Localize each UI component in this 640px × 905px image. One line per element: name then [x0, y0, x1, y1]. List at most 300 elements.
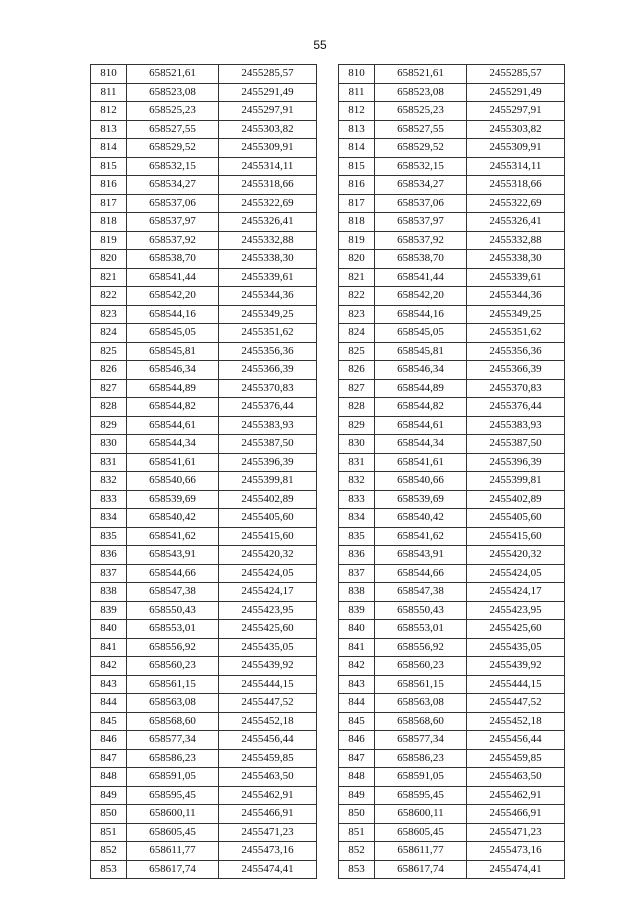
x-coordinate-cell: 658537,06: [375, 194, 467, 213]
x-coordinate-cell: 658586,23: [375, 749, 467, 768]
y-coordinate-cell: 2455309,91: [219, 139, 317, 158]
point-number-cell: 830: [339, 435, 375, 454]
y-coordinate-cell: 2455376,44: [467, 398, 565, 417]
x-coordinate-cell: 658539,69: [127, 490, 219, 509]
y-coordinate-cell: 2455473,16: [219, 842, 317, 861]
y-coordinate-cell: 2455344,36: [467, 287, 565, 306]
y-coordinate-cell: 2455356,36: [467, 342, 565, 361]
table-row: [339, 435, 565, 454]
x-coordinate-cell: 658523,08: [127, 83, 219, 102]
point-number-cell: 834: [339, 509, 375, 528]
x-coordinate-cell: 658544,89: [127, 379, 219, 398]
point-number-cell: 819: [339, 231, 375, 250]
table-row: [339, 546, 565, 565]
x-coordinate-cell: 658586,23: [127, 749, 219, 768]
table-row: [91, 287, 317, 306]
point-number-cell: 823: [91, 305, 127, 324]
x-coordinate-cell: 658537,92: [127, 231, 219, 250]
table-row: [339, 250, 565, 269]
table-row: [91, 657, 317, 676]
table-row: [91, 546, 317, 565]
table-row: [339, 305, 565, 324]
point-number-cell: 833: [339, 490, 375, 509]
point-number-cell: 820: [339, 250, 375, 269]
y-coordinate-cell: 2455338,30: [219, 250, 317, 269]
point-number-cell: 847: [339, 749, 375, 768]
y-coordinate-cell: 2455456,44: [219, 731, 317, 750]
point-number-cell: 824: [91, 324, 127, 343]
table-row: [91, 342, 317, 361]
table-row: [91, 805, 317, 824]
table-row: [339, 527, 565, 546]
point-number-cell: 830: [91, 435, 127, 454]
point-number-cell: 824: [339, 324, 375, 343]
table-row: [339, 379, 565, 398]
x-coordinate-cell: 658611,77: [375, 842, 467, 861]
x-coordinate-cell: 658546,34: [127, 361, 219, 380]
point-number-cell: 845: [91, 712, 127, 731]
y-coordinate-cell: 2455415,60: [219, 527, 317, 546]
table-row: [339, 509, 565, 528]
x-coordinate-cell: 658540,66: [127, 472, 219, 491]
x-coordinate-cell: 658534,27: [375, 176, 467, 195]
point-number-cell: 851: [91, 823, 127, 842]
y-coordinate-cell: 2455326,41: [219, 213, 317, 232]
y-coordinate-cell: 2455447,52: [219, 694, 317, 713]
table-row: [91, 416, 317, 435]
x-coordinate-cell: 658550,43: [375, 601, 467, 620]
y-coordinate-cell: 2455415,60: [467, 527, 565, 546]
table-row: [91, 139, 317, 158]
point-number-cell: 829: [339, 416, 375, 435]
table-row: [339, 842, 565, 861]
y-coordinate-cell: 2455471,23: [219, 823, 317, 842]
table-row: [91, 842, 317, 861]
x-coordinate-cell: 658556,92: [375, 638, 467, 657]
point-number-cell: 825: [91, 342, 127, 361]
x-coordinate-cell: 658540,66: [375, 472, 467, 491]
x-coordinate-cell: 658525,23: [375, 102, 467, 121]
table-row: [91, 398, 317, 417]
point-number-cell: 853: [91, 860, 127, 879]
x-coordinate-cell: 658605,45: [127, 823, 219, 842]
x-coordinate-cell: 658541,44: [127, 268, 219, 287]
x-coordinate-cell: 658544,66: [127, 564, 219, 583]
table-row: [339, 731, 565, 750]
y-coordinate-cell: 2455463,50: [219, 768, 317, 787]
x-coordinate-cell: 658545,05: [375, 324, 467, 343]
table-row: [91, 527, 317, 546]
x-coordinate-cell: 658525,23: [127, 102, 219, 121]
y-coordinate-cell: 2455471,23: [467, 823, 565, 842]
table-row: [339, 324, 565, 343]
x-coordinate-cell: 658529,52: [127, 139, 219, 158]
table-row: [91, 768, 317, 787]
point-number-cell: 828: [91, 398, 127, 417]
point-number-cell: 813: [91, 120, 127, 139]
x-coordinate-cell: 658563,08: [127, 694, 219, 713]
point-number-cell: 847: [91, 749, 127, 768]
x-coordinate-cell: 658568,60: [375, 712, 467, 731]
x-coordinate-cell: 658561,15: [375, 675, 467, 694]
point-number-cell: 853: [339, 860, 375, 879]
table-row: [91, 231, 317, 250]
y-coordinate-cell: 2455303,82: [467, 120, 565, 139]
table-row: [339, 786, 565, 805]
point-number-cell: 815: [91, 157, 127, 176]
point-number-cell: 810: [91, 65, 127, 84]
x-coordinate-cell: 658521,61: [375, 65, 467, 84]
point-number-cell: 822: [339, 287, 375, 306]
coordinates-table-right: [338, 64, 565, 879]
y-coordinate-cell: 2455402,89: [219, 490, 317, 509]
table-row: [339, 768, 565, 787]
table-row: [339, 823, 565, 842]
table-row: [339, 675, 565, 694]
y-coordinate-cell: 2455366,39: [219, 361, 317, 380]
x-coordinate-cell: 658563,08: [375, 694, 467, 713]
table-row: [91, 83, 317, 102]
table-row: [339, 564, 565, 583]
x-coordinate-cell: 658544,61: [127, 416, 219, 435]
table-row: [339, 805, 565, 824]
table-row: [91, 675, 317, 694]
x-coordinate-cell: 658544,34: [127, 435, 219, 454]
x-coordinate-cell: 658605,45: [375, 823, 467, 842]
point-number-cell: 838: [339, 583, 375, 602]
point-number-cell: 852: [91, 842, 127, 861]
x-coordinate-cell: 658595,45: [127, 786, 219, 805]
x-coordinate-cell: 658544,66: [375, 564, 467, 583]
y-coordinate-cell: 2455459,85: [467, 749, 565, 768]
y-coordinate-cell: 2455339,61: [467, 268, 565, 287]
point-number-cell: 849: [339, 786, 375, 805]
y-coordinate-cell: 2455474,41: [219, 860, 317, 879]
table-row: [339, 342, 565, 361]
y-coordinate-cell: 2455424,17: [467, 583, 565, 602]
x-coordinate-cell: 658545,81: [375, 342, 467, 361]
y-coordinate-cell: 2455322,69: [219, 194, 317, 213]
y-coordinate-cell: 2455383,93: [219, 416, 317, 435]
table-row: [91, 379, 317, 398]
x-coordinate-cell: 658537,97: [375, 213, 467, 232]
x-coordinate-cell: 658591,05: [127, 768, 219, 787]
table-row: [339, 231, 565, 250]
y-coordinate-cell: 2455318,66: [219, 176, 317, 195]
table-row: [339, 361, 565, 380]
table-row: [339, 453, 565, 472]
x-coordinate-cell: 658532,15: [375, 157, 467, 176]
table-row: [339, 176, 565, 195]
point-number-cell: 833: [91, 490, 127, 509]
point-number-cell: 815: [339, 157, 375, 176]
x-coordinate-cell: 658529,52: [375, 139, 467, 158]
point-number-cell: 820: [91, 250, 127, 269]
point-number-cell: 845: [339, 712, 375, 731]
y-coordinate-cell: 2455297,91: [467, 102, 565, 121]
x-coordinate-cell: 658544,61: [375, 416, 467, 435]
point-number-cell: 826: [339, 361, 375, 380]
y-coordinate-cell: 2455291,49: [219, 83, 317, 102]
y-coordinate-cell: 2455309,91: [467, 139, 565, 158]
x-coordinate-cell: 658532,15: [127, 157, 219, 176]
table-row: [339, 157, 565, 176]
table-row: [91, 305, 317, 324]
table-row: [91, 250, 317, 269]
table-row: [91, 712, 317, 731]
y-coordinate-cell: 2455285,57: [467, 65, 565, 84]
x-coordinate-cell: 658541,61: [375, 453, 467, 472]
table-row: [91, 694, 317, 713]
y-coordinate-cell: 2455399,81: [219, 472, 317, 491]
x-coordinate-cell: 658543,91: [375, 546, 467, 565]
y-coordinate-cell: 2455370,83: [467, 379, 565, 398]
table-row: [91, 823, 317, 842]
y-coordinate-cell: 2455351,62: [219, 324, 317, 343]
point-number-cell: 812: [339, 102, 375, 121]
x-coordinate-cell: 658553,01: [127, 620, 219, 639]
point-number-cell: 851: [339, 823, 375, 842]
point-number-cell: 840: [339, 620, 375, 639]
point-number-cell: 850: [91, 805, 127, 824]
point-number-cell: 843: [339, 675, 375, 694]
y-coordinate-cell: 2455314,11: [219, 157, 317, 176]
y-coordinate-cell: 2455405,60: [219, 509, 317, 528]
table-row: [91, 472, 317, 491]
x-coordinate-cell: 658541,62: [375, 527, 467, 546]
x-coordinate-cell: 658541,61: [127, 453, 219, 472]
y-coordinate-cell: 2455318,66: [467, 176, 565, 195]
table-row: [91, 268, 317, 287]
x-coordinate-cell: 658537,92: [375, 231, 467, 250]
x-coordinate-cell: 658545,05: [127, 324, 219, 343]
y-coordinate-cell: 2455356,36: [219, 342, 317, 361]
table-row: [339, 416, 565, 435]
x-coordinate-cell: 658547,38: [127, 583, 219, 602]
x-coordinate-cell: 658560,23: [127, 657, 219, 676]
table-row: [91, 157, 317, 176]
point-number-cell: 816: [339, 176, 375, 195]
y-coordinate-cell: 2455444,15: [467, 675, 565, 694]
point-number-cell: 849: [91, 786, 127, 805]
y-coordinate-cell: 2455462,91: [219, 786, 317, 805]
y-coordinate-cell: 2455435,05: [219, 638, 317, 657]
x-coordinate-cell: 658541,44: [375, 268, 467, 287]
table-row: [91, 490, 317, 509]
y-coordinate-cell: 2455405,60: [467, 509, 565, 528]
table-row: [339, 268, 565, 287]
point-number-cell: 850: [339, 805, 375, 824]
x-coordinate-cell: 658553,01: [375, 620, 467, 639]
point-number-cell: 816: [91, 176, 127, 195]
table-row: [339, 638, 565, 657]
table-row: [91, 509, 317, 528]
y-coordinate-cell: 2455463,50: [467, 768, 565, 787]
x-coordinate-cell: 658521,61: [127, 65, 219, 84]
point-number-cell: 821: [339, 268, 375, 287]
x-coordinate-cell: 658595,45: [375, 786, 467, 805]
y-coordinate-cell: 2455370,83: [219, 379, 317, 398]
point-number-cell: 811: [91, 83, 127, 102]
x-coordinate-cell: 658527,55: [127, 120, 219, 139]
y-coordinate-cell: 2455314,11: [467, 157, 565, 176]
table-row: [91, 749, 317, 768]
y-coordinate-cell: 2455338,30: [467, 250, 565, 269]
point-number-cell: 831: [339, 453, 375, 472]
y-coordinate-cell: 2455447,52: [467, 694, 565, 713]
y-coordinate-cell: 2455366,39: [467, 361, 565, 380]
table-row: [339, 860, 565, 879]
point-number-cell: 836: [339, 546, 375, 565]
point-number-cell: 842: [91, 657, 127, 676]
table-row: [339, 102, 565, 121]
point-number-cell: 829: [91, 416, 127, 435]
y-coordinate-cell: 2455297,91: [219, 102, 317, 121]
x-coordinate-cell: 658591,05: [375, 768, 467, 787]
point-number-cell: 810: [339, 65, 375, 84]
point-number-cell: 848: [91, 768, 127, 787]
y-coordinate-cell: 2455396,39: [219, 453, 317, 472]
point-number-cell: 835: [339, 527, 375, 546]
x-coordinate-cell: 658617,74: [127, 860, 219, 879]
point-number-cell: 827: [339, 379, 375, 398]
y-coordinate-cell: 2455439,92: [467, 657, 565, 676]
table-row: [339, 490, 565, 509]
table-row: [91, 620, 317, 639]
x-coordinate-cell: 658568,60: [127, 712, 219, 731]
point-number-cell: 842: [339, 657, 375, 676]
x-coordinate-cell: 658537,97: [127, 213, 219, 232]
x-coordinate-cell: 658561,15: [127, 675, 219, 694]
x-coordinate-cell: 658544,82: [375, 398, 467, 417]
point-number-cell: 841: [339, 638, 375, 657]
point-number-cell: 814: [91, 139, 127, 158]
table-row: [339, 213, 565, 232]
point-number-cell: 823: [339, 305, 375, 324]
y-coordinate-cell: 2455326,41: [467, 213, 565, 232]
point-number-cell: 818: [91, 213, 127, 232]
point-number-cell: 838: [91, 583, 127, 602]
point-number-cell: 814: [339, 139, 375, 158]
y-coordinate-cell: 2455349,25: [467, 305, 565, 324]
point-number-cell: 811: [339, 83, 375, 102]
point-number-cell: 843: [91, 675, 127, 694]
table-row: [339, 749, 565, 768]
point-number-cell: 826: [91, 361, 127, 380]
y-coordinate-cell: 2455425,60: [219, 620, 317, 639]
y-coordinate-cell: 2455387,50: [467, 435, 565, 454]
y-coordinate-cell: 2455399,81: [467, 472, 565, 491]
table-row: [339, 120, 565, 139]
point-number-cell: 821: [91, 268, 127, 287]
y-coordinate-cell: 2455344,36: [219, 287, 317, 306]
x-coordinate-cell: 658523,08: [375, 83, 467, 102]
y-coordinate-cell: 2455466,91: [219, 805, 317, 824]
y-coordinate-cell: 2455291,49: [467, 83, 565, 102]
point-number-cell: 844: [339, 694, 375, 713]
point-number-cell: 828: [339, 398, 375, 417]
point-number-cell: 819: [91, 231, 127, 250]
y-coordinate-cell: 2455473,16: [467, 842, 565, 861]
point-number-cell: 825: [339, 342, 375, 361]
table-row: [91, 583, 317, 602]
table-row: [91, 860, 317, 879]
y-coordinate-cell: 2455402,89: [467, 490, 565, 509]
y-coordinate-cell: 2455423,95: [219, 601, 317, 620]
table-row: [339, 657, 565, 676]
point-number-cell: 817: [91, 194, 127, 213]
x-coordinate-cell: 658544,82: [127, 398, 219, 417]
x-coordinate-cell: 658537,06: [127, 194, 219, 213]
table-row: [91, 102, 317, 121]
point-number-cell: 836: [91, 546, 127, 565]
point-number-cell: 834: [91, 509, 127, 528]
point-number-cell: 812: [91, 102, 127, 121]
table-row: [339, 65, 565, 84]
table-row: [339, 694, 565, 713]
table-row: [339, 287, 565, 306]
point-number-cell: 837: [339, 564, 375, 583]
x-coordinate-cell: 658544,16: [375, 305, 467, 324]
y-coordinate-cell: 2455424,05: [467, 564, 565, 583]
point-number-cell: 846: [339, 731, 375, 750]
table-row: [91, 638, 317, 657]
x-coordinate-cell: 658542,20: [375, 287, 467, 306]
y-coordinate-cell: 2455452,18: [467, 712, 565, 731]
x-coordinate-cell: 658540,42: [375, 509, 467, 528]
y-coordinate-cell: 2455420,32: [467, 546, 565, 565]
point-number-cell: 832: [91, 472, 127, 491]
table-row: [91, 324, 317, 343]
x-coordinate-cell: 658544,34: [375, 435, 467, 454]
point-number-cell: 852: [339, 842, 375, 861]
x-coordinate-cell: 658538,70: [127, 250, 219, 269]
table-row: [91, 453, 317, 472]
table-row: [91, 786, 317, 805]
point-number-cell: 813: [339, 120, 375, 139]
x-coordinate-cell: 658600,11: [375, 805, 467, 824]
table-row: [339, 712, 565, 731]
y-coordinate-cell: 2455332,88: [467, 231, 565, 250]
point-number-cell: 846: [91, 731, 127, 750]
y-coordinate-cell: 2455339,61: [219, 268, 317, 287]
y-coordinate-cell: 2455444,15: [219, 675, 317, 694]
table-row: [91, 120, 317, 139]
y-coordinate-cell: 2455462,91: [467, 786, 565, 805]
y-coordinate-cell: 2455396,39: [467, 453, 565, 472]
y-coordinate-cell: 2455474,41: [467, 860, 565, 879]
x-coordinate-cell: 658546,34: [375, 361, 467, 380]
x-coordinate-cell: 658544,89: [375, 379, 467, 398]
table-row: [91, 176, 317, 195]
x-coordinate-cell: 658611,77: [127, 842, 219, 861]
x-coordinate-cell: 658540,42: [127, 509, 219, 528]
y-coordinate-cell: 2455303,82: [219, 120, 317, 139]
point-number-cell: 827: [91, 379, 127, 398]
table-row: [339, 83, 565, 102]
point-number-cell: 831: [91, 453, 127, 472]
y-coordinate-cell: 2455349,25: [219, 305, 317, 324]
point-number-cell: 817: [339, 194, 375, 213]
table-row: [91, 194, 317, 213]
x-coordinate-cell: 658577,34: [127, 731, 219, 750]
y-coordinate-cell: 2455383,93: [467, 416, 565, 435]
y-coordinate-cell: 2455424,05: [219, 564, 317, 583]
point-number-cell: 839: [91, 601, 127, 620]
page-number: 55: [313, 38, 327, 52]
table-row: [339, 398, 565, 417]
point-number-cell: 835: [91, 527, 127, 546]
